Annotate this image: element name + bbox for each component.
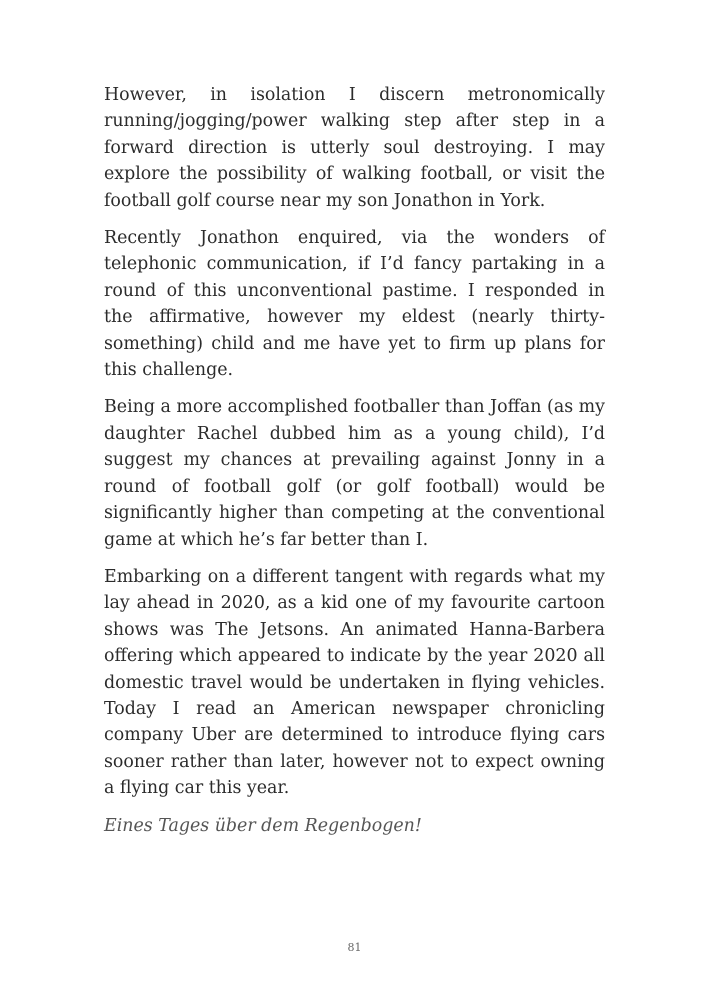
paragraph-4: Embarking on a different tangent with regards what my lay ahead in 2020, as a kid one of my favourite cartoon shows was The Jetsons. An animated Hanna-Barbera offering which appeared to indicate by the year 2020 all domestic travel would be undertaken in flying vehicles. Today I read an American newspaper chronicling company Uber are determined to introduce flying cars sooner rather than later, however not to expect owning a flying car this year. — [104, 566, 605, 799]
closing-line: Eines Tages über dem Regenbogen! — [104, 815, 422, 836]
paragraph-3: Being a more accomplished footballer than Joffan (as my daughter Rachel dubbed him as a young child), I’d suggest my chances at prevailing against Jonny in a round of football golf (or golf football) would be significantly higher than competing at the conventional game at which he’s far better than I. — [104, 397, 605, 550]
paragraph-2: Recently Jonathon enquired, via the wonders of telephonic communication, if I’d fancy partaking in a round of this unconventional pastime. I responded in the affirmative, however my eldest (nearly thirty-something) child and me have yet to firm up plans for this challenge. — [104, 228, 605, 381]
page-number: 81 — [347, 941, 362, 954]
paragraph-1: However, in isolation I discern metronomically running/jogging/power walking step after step in a forward direction is utterly soul destroying. I may explore the possibility of walking football, or visit the football golf course near my son Jonathon in York. — [104, 85, 605, 211]
body-text — [104, 82, 605, 850]
